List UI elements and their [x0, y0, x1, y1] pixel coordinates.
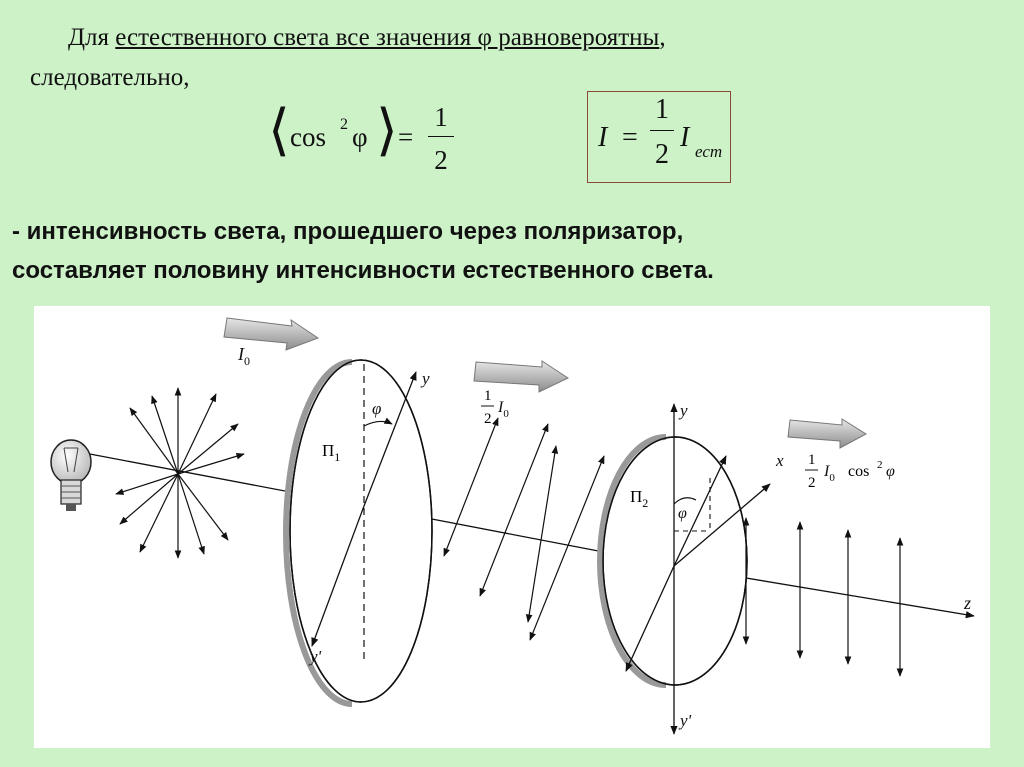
- svg-text:cos: cos: [848, 463, 870, 480]
- half-I0-label: [481, 388, 509, 427]
- after-polarizer-2-label: [805, 452, 895, 491]
- light-bulb-icon: [51, 440, 91, 511]
- svg-text:1: 1: [484, 388, 492, 404]
- intro-suffix: ,: [659, 24, 666, 51]
- formula2-numerator: 1: [650, 94, 674, 131]
- conclusion-text: [12, 212, 714, 290]
- formula2-factor: I: [680, 122, 690, 153]
- formula1-denominator: 2: [434, 145, 448, 175]
- intro-underlined: естественного света все значения φ равновероятны: [115, 24, 660, 51]
- svg-text:2: 2: [484, 411, 492, 427]
- formula1-numerator: 1: [428, 102, 454, 137]
- P1-label: $П_1$: [322, 441, 341, 464]
- left-angle-bracket: ⟨: [268, 100, 290, 162]
- formula1-equals: =: [398, 122, 414, 152]
- formula2-denominator: 2: [655, 139, 669, 170]
- axis-yprime-label-1: y': [310, 647, 322, 666]
- formula2-lhs: I: [598, 122, 608, 153]
- polarizer-1: [286, 360, 432, 704]
- svg-text:2: 2: [808, 475, 816, 491]
- axis-y-label-2: y: [680, 401, 688, 420]
- phi-label-2: φ: [678, 505, 687, 522]
- phi-label-1: φ: [372, 399, 382, 418]
- formula-intensity-boxed: [587, 91, 731, 183]
- polarized-light-arrows-1: [444, 418, 604, 640]
- svg-text:φ: φ: [886, 463, 895, 480]
- polarized-light-arrows-2: [746, 518, 900, 676]
- svg-text:I0: $I_0$: [498, 399, 509, 420]
- intro-prefix: Для: [68, 24, 116, 51]
- formula1-cos: cos: [290, 122, 326, 152]
- formula2-subscript: ест: [695, 142, 723, 161]
- svg-text:2: 2: [877, 459, 883, 471]
- axis-z-label: z: [964, 593, 972, 613]
- formula2-fraction: [650, 94, 674, 171]
- axis-x-label: x: [776, 451, 784, 470]
- formula1-fraction: [428, 102, 454, 176]
- polarizer-diagram: [34, 306, 990, 748]
- I0-label: $I_0$: [238, 344, 250, 368]
- intro-line-1: [68, 24, 666, 52]
- formula-mean-cos2: [268, 96, 458, 191]
- svg-text:I0: $I_0$: [824, 463, 835, 484]
- polarizer-diagram-svg: [34, 306, 990, 748]
- axis-yprime-label-2: y': [680, 711, 692, 730]
- axis-y-label-1: y: [422, 369, 430, 388]
- intro-line-2: следовательно,: [30, 64, 190, 91]
- formula1-phi: φ: [352, 122, 368, 152]
- P2-label: $П_2$: [630, 487, 649, 510]
- svg-text:1: 1: [808, 452, 816, 468]
- unpolarized-light-star: [116, 388, 244, 558]
- formula1-exponent: 2: [340, 116, 348, 133]
- conclusion-line-1: - интенсивность света, прошедшего через поляризатор,: [12, 218, 684, 245]
- formula2-equals: =: [622, 122, 638, 153]
- right-angle-bracket: ⟩: [376, 100, 398, 162]
- conclusion-line-2: составляет половину интенсивности естественного света.: [12, 257, 714, 284]
- propagation-arrow-3: [788, 419, 866, 448]
